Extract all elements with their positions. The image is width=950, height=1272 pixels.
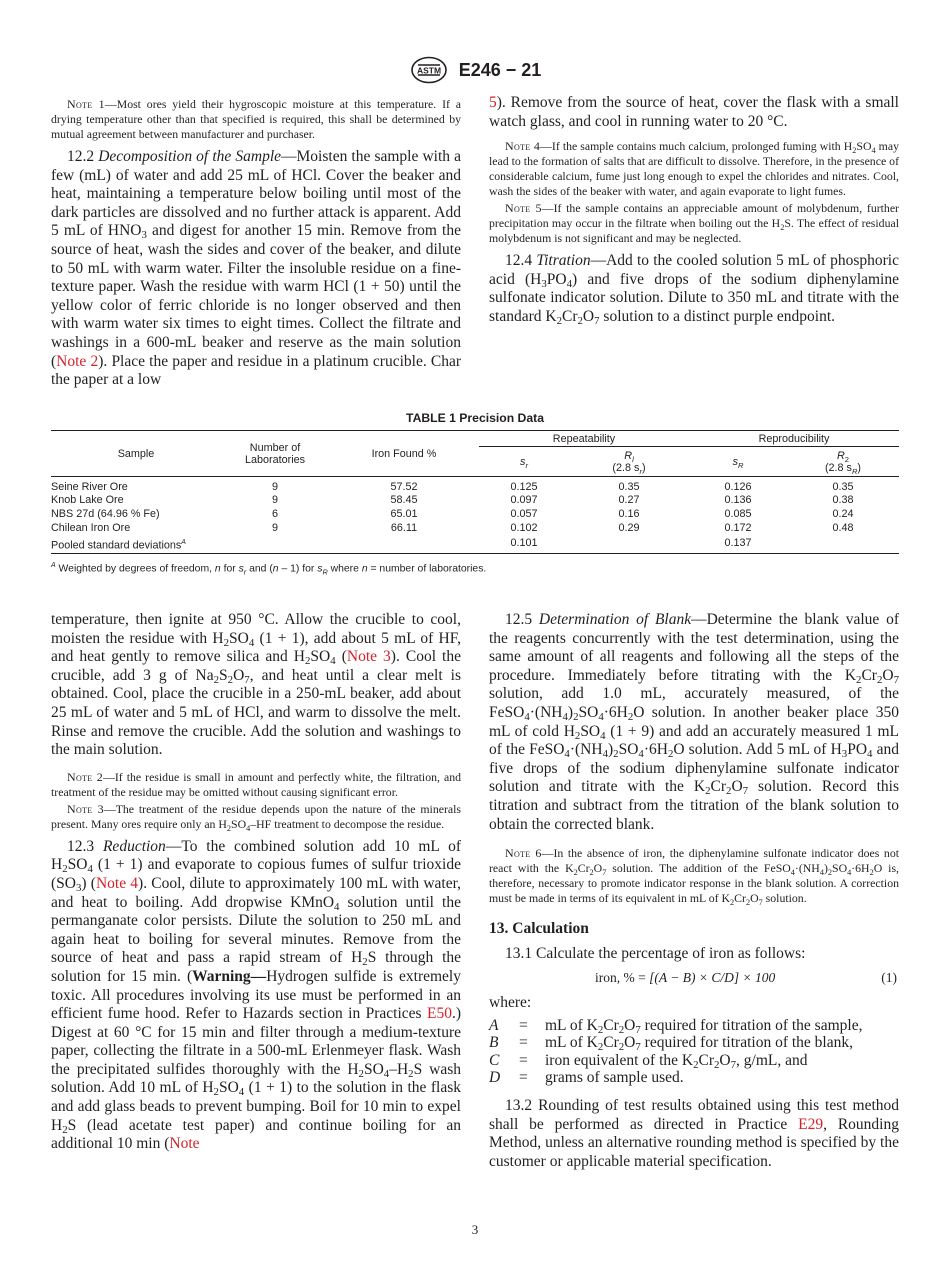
cell-sR: 0.136 <box>724 494 752 507</box>
right-column-top <box>489 94 899 327</box>
cell-r1: 0.27 <box>618 494 640 507</box>
cell-r2: 0.24 <box>832 508 854 521</box>
cell-sR: 0.085 <box>724 508 752 521</box>
precision-table <box>51 430 899 554</box>
col-sR-header: $s_R$ <box>689 447 787 477</box>
note-6: Note 6—In the absence of iron, the diphenylamine sulfonate indicator does not react with the $K_2Cr_2O_7$ solution. The addition of the $FeSO_4\cdot(NH_4)_2SO_4\cdot 6H_2O$ is, therefore, necessary to promote indicator response in the blank solution. A correction must be made in terms of its equivalent in mL of $K_2Cr_2O_7$ solution. <box>489 846 899 908</box>
cell-r2: 0.38 <box>832 494 854 507</box>
cell-sample: Knob Lake Ore <box>51 494 124 507</box>
cell-r1: 0.16 <box>618 508 640 521</box>
note-3-link[interactable]: Note 3 <box>346 648 391 666</box>
cell-labs: 6 <box>271 508 278 521</box>
note-5-link-start[interactable]: Note <box>169 1135 200 1153</box>
note-2-link[interactable]: Note 2 <box>56 352 99 370</box>
page-header <box>0 56 950 84</box>
e29-link[interactable]: E29 <box>798 1115 824 1133</box>
cell-labs: 9 <box>271 521 278 534</box>
astm-logo-icon <box>409 56 449 84</box>
equation-number: (1) <box>881 970 897 986</box>
cell-pooled-sr: 0.101 <box>510 537 538 550</box>
table-title: TABLE 1 Precision Data <box>406 411 544 425</box>
e50-link[interactable]: E50 <box>426 1005 452 1023</box>
equation-1: iron, % = [(A − B) × C/D] × 100 (1) <box>595 970 897 986</box>
table-footnote: $^A$ Weighted by degrees of freedom, n for $s_r$ and (n – 1) for $s_R$ where n = number of laboratories. <box>51 562 487 577</box>
col-sr-header: $s_r$ <box>479 447 569 477</box>
cell-r2: 0.48 <box>832 521 854 534</box>
table-row <box>51 481 899 495</box>
section-13-heading: 13. Calculation <box>489 920 589 938</box>
col-sample-header: Sample <box>51 431 221 477</box>
where-list: A = mL of $K_2Cr_2O_7$ required for titration of the sample, B = mL of $K_2Cr_2O_7$ required for titration of the blank, C = iron equivalent of the $K_2Cr_2O_7$, g/mL, and D = grams of sample used. <box>489 1016 863 1087</box>
note-3: Note 3—The treatment of the residue depends upon the nature of the minerals present. Many ores require only an $H_2SO_4-HF$ treatment to decompose the residue. <box>51 801 461 833</box>
cell-r1: 0.29 <box>618 521 640 534</box>
col-iron-header: Iron Found % <box>329 431 479 477</box>
cell-sample: Chilean Iron Ore <box>51 521 131 534</box>
section-13-2: 13.2 Rounding of test results obtained using this test method shall be performed as directed in Practice E29, Rounding Method, unless an alternative rounding method is specified by the customer or applicable material specification. <box>489 1096 899 1170</box>
col-r1-header: $R_l$ (2.8 $s_r$) <box>569 447 689 477</box>
section-12-3-continued: 5). Remove from the source of heat, cover the flask with a small watch glass, and cool in running water to 20 °C. <box>489 94 899 130</box>
page-number: 3 <box>471 1222 479 1237</box>
note-5: Note 5—If the sample contains an appreciable amount of molybdenum, further precipitation may occur in the filtrate when boiling out the $H_2S$. The effect of residual molybdenum is not significant and may be neglected. <box>489 201 899 246</box>
cell-pooled-label: Pooled standard deviations$^A$ <box>51 538 186 552</box>
cell-labs: 9 <box>271 494 278 507</box>
cell-sR: 0.126 <box>724 480 752 493</box>
note-5-link[interactable]: 5 <box>489 94 497 111</box>
note-4: Note 4—If the sample contains much calcium, prolonged fuming with $H_2SO_4$ may lead to the formation of salts that are difficult to dissolve. Therefore, in the presence of considerable calcium, fume just long enough to expel the chlorides and nitrates. Cool, wash the sides of the beaker with water, and again evaporate to light fumes. <box>489 139 899 199</box>
cell-sample: NBS 27d (64.96 % Fe) <box>51 508 160 521</box>
reproducibility-group-header: Reproducibility <box>689 431 899 447</box>
section-13-1: 13.1 Calculate the percentage of iron as follows: <box>505 944 806 962</box>
table-row <box>51 494 899 508</box>
col-labs-header: Number of Laboratories <box>221 431 329 477</box>
cell-sr: 0.057 <box>510 508 538 521</box>
right-column-bottom <box>489 611 899 1171</box>
cell-sR: 0.172 <box>724 521 752 534</box>
note-1: Note 1—Most ores yield their hygroscopic moisture at this temperature. If a drying temperature other than that specified is required, this shall be determined by mutual agreement between manufacturer and purchaser. <box>51 97 461 141</box>
section-12-2: 12.2 Decomposition of the Sample—Moisten the sample with a few (mL) of water and add 25 mL of HCl. Cover the beaker and heat, maintaining a temperature below boiling until most of the dark particles are dissolved and no further attack is apparent. Add 5 mL of $HNO_3$ and digest for another 15 min. Remove from the source of heat, wash the sides and cover of the beaker, and dilute to 50 mL with warm water. Filter the insoluble residue on a fine-texture paper. Wash the residue with warm HCl (1 + 50) until the yellow color of ferric chloride is no longer observed and then with warm water six times to eight times. Collect the filtrate and washings in a 600-mL beaker and reserve as the main solution (Note 2). Place the paper and residue in a platinum crucible. Char the paper at a low <box>51 148 461 389</box>
col-r2-header: $R_2$ (2.8 $s_R$) <box>787 447 899 477</box>
section-12-5: 12.5 Determination of Blank—Determine the blank value of the reagents concurrently with the test determination, using the same amount of all reagents and following all the steps of the procedure. Immediately before titrating with the $K_2Cr_2O_7$ solution, add 1.0 mL, accurately measured, of the $FeSO_4\cdot(NH_4)_2SO_4\cdot 6H_2O$ solution. In another beaker place 350 mL of cold $H_2SO_4$ (1 + 9) and add an accurately measured 1 mL of the $FeSO_4\cdot(NH_4)_2SO_4\cdot 6H_2O$ solution. Add 5 mL of $H_3PO_4$ and five drops of the sodium diphenylamine sulfonate indicator solution and titrate with the $K_2Cr_2O_7$ solution. Record this titration and subtract from the titration of the blank solution to obtain the corrected blank. <box>489 611 900 833</box>
left-column-bottom <box>51 611 461 1154</box>
cell-pooled-sR: 0.137 <box>724 537 752 550</box>
cell-sample: Seine River Ore <box>51 480 128 493</box>
where-label: where: <box>489 994 532 1012</box>
cell-sr: 0.102 <box>510 521 538 534</box>
note-2: Note 2—If the residue is small in amount and perfectly white, the filtration, and treatment of the residue may be omitted without causing significant error. <box>51 769 461 799</box>
cell-labs: 9 <box>271 480 278 493</box>
table-row <box>51 522 899 536</box>
pooled-row <box>51 536 899 554</box>
table-row <box>51 508 899 522</box>
section-12-4: 12.4 Titration—Add to the cooled solution 5 mL of phosphoric acid $(H_3PO_4)$ and five drops of the sodium diphenylamine sulfonate indicator solution. Dilute to 350 mL and titrate with the standard $K_2Cr_2O_7$ solution to a distinct purple endpoint. <box>489 252 899 327</box>
cell-iron: 65.01 <box>390 508 418 521</box>
cell-iron: 66.11 <box>390 521 418 534</box>
cell-r1: 0.35 <box>618 480 640 493</box>
section-12-2-continued: temperature, then ignite at 950 °C. Allow the crucible to cool, moisten the residue with $H_2SO_4$ (1 + 1), add about 5 mL of HF, and heat gently to remove silica and $H_2SO_4$ (Note 3). Cool the crucible, add 3 g of $Na_2S_2O_7$, and heat until a clear melt is obtained. Cool, place the crucible in a 250-mL beaker, add about 25 mL of water and 5 mL of HCl, and warm to dissolve the melt. Rinse and remove the crucible. Add the solution and washings to the main solution. <box>51 611 461 759</box>
cell-iron: 58.45 <box>390 494 418 507</box>
cell-iron: 57.52 <box>390 480 418 493</box>
note-4-link[interactable]: Note 4 <box>95 874 139 892</box>
astm-logo-text: ASTM <box>416 65 441 76</box>
cell-sr: 0.125 <box>510 480 538 493</box>
repeatability-group-header: Repeatability <box>479 431 689 447</box>
left-column-top <box>51 97 461 390</box>
cell-sr: 0.097 <box>510 494 538 507</box>
cell-r2: 0.35 <box>832 480 854 493</box>
document-designation: E246 − 21 <box>458 59 542 80</box>
section-12-3: 12.3 Reduction—To the combined solution add 10 mL of $H_2SO_4$ (1 + 1) and evaporate to copious fumes of sulfur trioxide $(SO_3)$ (Note 4). Cool, dilute to approximately 100 mL with water, and heat to boiling. Add dropwise KMnO$_4$ solution until the permanganate color persists. Dilute the solution to 250 mL and again heat to boiling for several minutes. Remove from the source of heat and pass a rapid stream of $H_2S$ through the solution for 15 min. (Warning—Hydrogen sulfide is extremely toxic. All procedures involving its use must be performed in an efficient fume hood. Refer to Hazards section in Practices E50.) Digest at 60 °C for 15 min and filter through a medium-texture paper, collecting the filtrate in a 500-mL Erlenmeyer flask. Wash the precipitated sulfides thoroughly with the $H_2SO_4-H_2S$ wash solution. Add 10 mL of $H_2SO_4$ (1 + 1) to the solution in the flask and add glass beads to prevent bumping. Boil for 10 min to expel $H_2S$ (lead acetate test paper) and continue boiling for an additional 10 min (Note <box>51 837 462 1153</box>
